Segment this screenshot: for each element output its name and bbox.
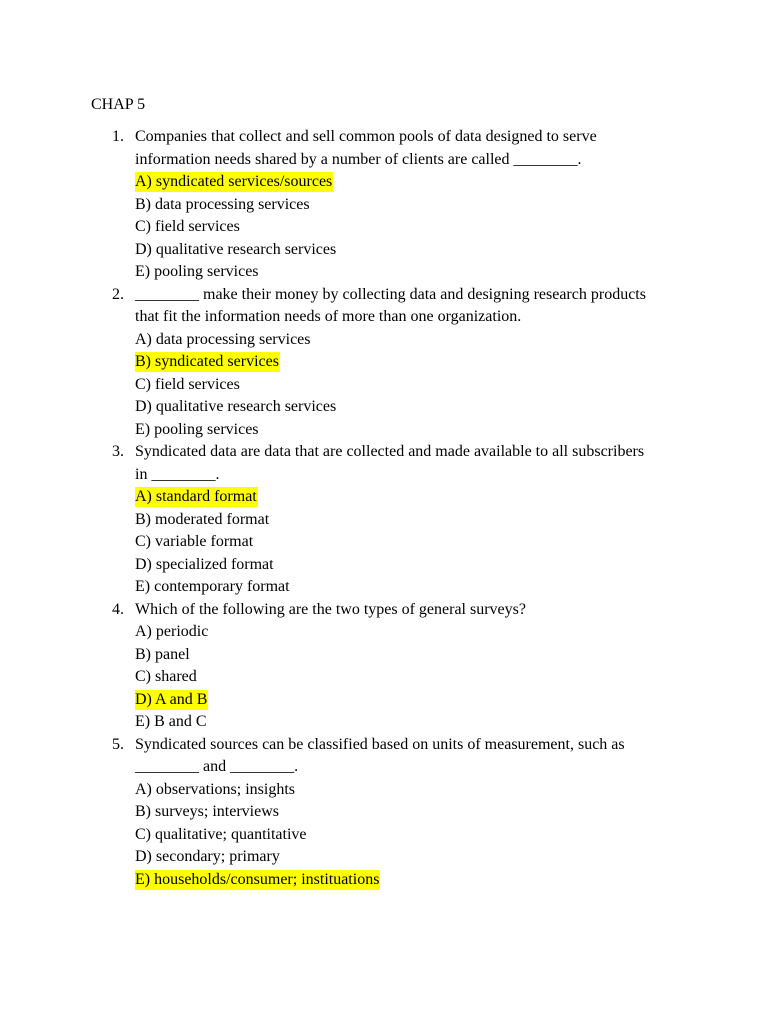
- answer-option: [135, 329, 768, 352]
- answer-option: [135, 509, 768, 532]
- chapter-heading: CHAP 5: [91, 96, 146, 113]
- answer-option-text: A) syndicated services/sources: [135, 173, 333, 190]
- answer-option-text: D) qualitative research services: [135, 398, 337, 415]
- answer-option: [135, 216, 768, 239]
- answer-option-text: A) periodic: [135, 623, 209, 640]
- answer-option-text: B) syndicated services: [135, 353, 279, 370]
- answer-option: [135, 621, 768, 644]
- question-stem: Companies that collect and sell common pools of data designed to serve information needs shared by a number of clients are called ________.: [135, 128, 597, 168]
- question-number: 4.: [112, 600, 124, 618]
- answer-option-text: D) secondary; primary: [135, 848, 280, 865]
- answer-option-text: B) panel: [135, 645, 190, 663]
- answer-option-text: B) moderated format: [135, 510, 270, 528]
- question-number: 5.: [112, 735, 124, 753]
- question-stem: ________ make their money by collecting data and designing research products that fit the information needs of more than one organization.: [135, 285, 646, 325]
- answer-option-text: D) specialized format: [135, 555, 274, 573]
- answer-option-highlighted: [135, 689, 768, 712]
- answer-option-text: A) data processing services: [135, 330, 311, 348]
- answer-option-highlighted: [135, 869, 768, 892]
- question-number: 3.: [112, 443, 124, 460]
- question-item: [0, 126, 768, 284]
- question-item: [0, 284, 768, 442]
- answer-options: [0, 329, 768, 442]
- answer-option-text: A) observations; insights: [135, 780, 295, 798]
- question-item: [0, 599, 768, 734]
- answer-option: [135, 779, 768, 802]
- answer-option-text: E) pooling services: [135, 420, 259, 438]
- answer-option-text: E) households/consumer; instituations: [135, 870, 380, 888]
- answer-option: [135, 419, 768, 442]
- answer-option: [135, 554, 768, 577]
- answer-option: [135, 531, 768, 554]
- answer-option-text: C) variable format: [135, 533, 254, 550]
- answer-option: [135, 711, 768, 734]
- answer-options: [0, 621, 768, 734]
- answer-option-text: D) A and B: [135, 690, 208, 708]
- answer-option: [135, 576, 768, 599]
- answer-option-text: D) qualitative research services: [135, 240, 337, 258]
- answer-option: [135, 374, 768, 397]
- question-stem: Syndicated sources can be classified based on units of measurement, such as ________ and ________.: [135, 735, 625, 775]
- answer-option-text: B) data processing services: [135, 195, 310, 213]
- answer-option: [135, 666, 768, 689]
- question-stem: Syndicated data are data that are collected and made available to all subscribers in ________.: [135, 443, 645, 483]
- answer-options: [0, 779, 768, 892]
- answer-option-text: C) field services: [135, 218, 240, 235]
- answer-options: [0, 171, 768, 284]
- answer-option-text: C) field services: [135, 375, 240, 393]
- answer-option-text: B) surveys; interviews: [135, 803, 279, 820]
- answer-option: [135, 194, 768, 217]
- answer-option: [135, 239, 768, 262]
- answer-option: [135, 644, 768, 667]
- question-list: [0, 126, 768, 891]
- answer-option-text: C) shared: [135, 668, 197, 685]
- answer-option: [135, 846, 768, 869]
- answer-option-text: E) pooling services: [135, 263, 259, 280]
- answer-option-highlighted: [135, 351, 768, 374]
- answer-option-text: A) standard format: [135, 488, 257, 505]
- question-number: 2.: [112, 285, 124, 303]
- question-item: [0, 441, 768, 599]
- answer-option-text: E) B and C: [135, 713, 207, 730]
- answer-option: [135, 801, 768, 824]
- answer-option-text: C) qualitative; quantitative: [135, 825, 307, 843]
- question-stem: Which of the following are the two types of general surveys?: [135, 600, 526, 618]
- answer-options: [0, 486, 768, 599]
- answer-option: [135, 261, 768, 284]
- answer-option: [135, 824, 768, 847]
- answer-option: [135, 396, 768, 419]
- answer-option-highlighted: [135, 171, 768, 194]
- answer-option-text: E) contemporary format: [135, 578, 290, 595]
- question-number: 1.: [112, 128, 124, 145]
- answer-option-highlighted: [135, 486, 768, 509]
- question-item: [0, 734, 768, 892]
